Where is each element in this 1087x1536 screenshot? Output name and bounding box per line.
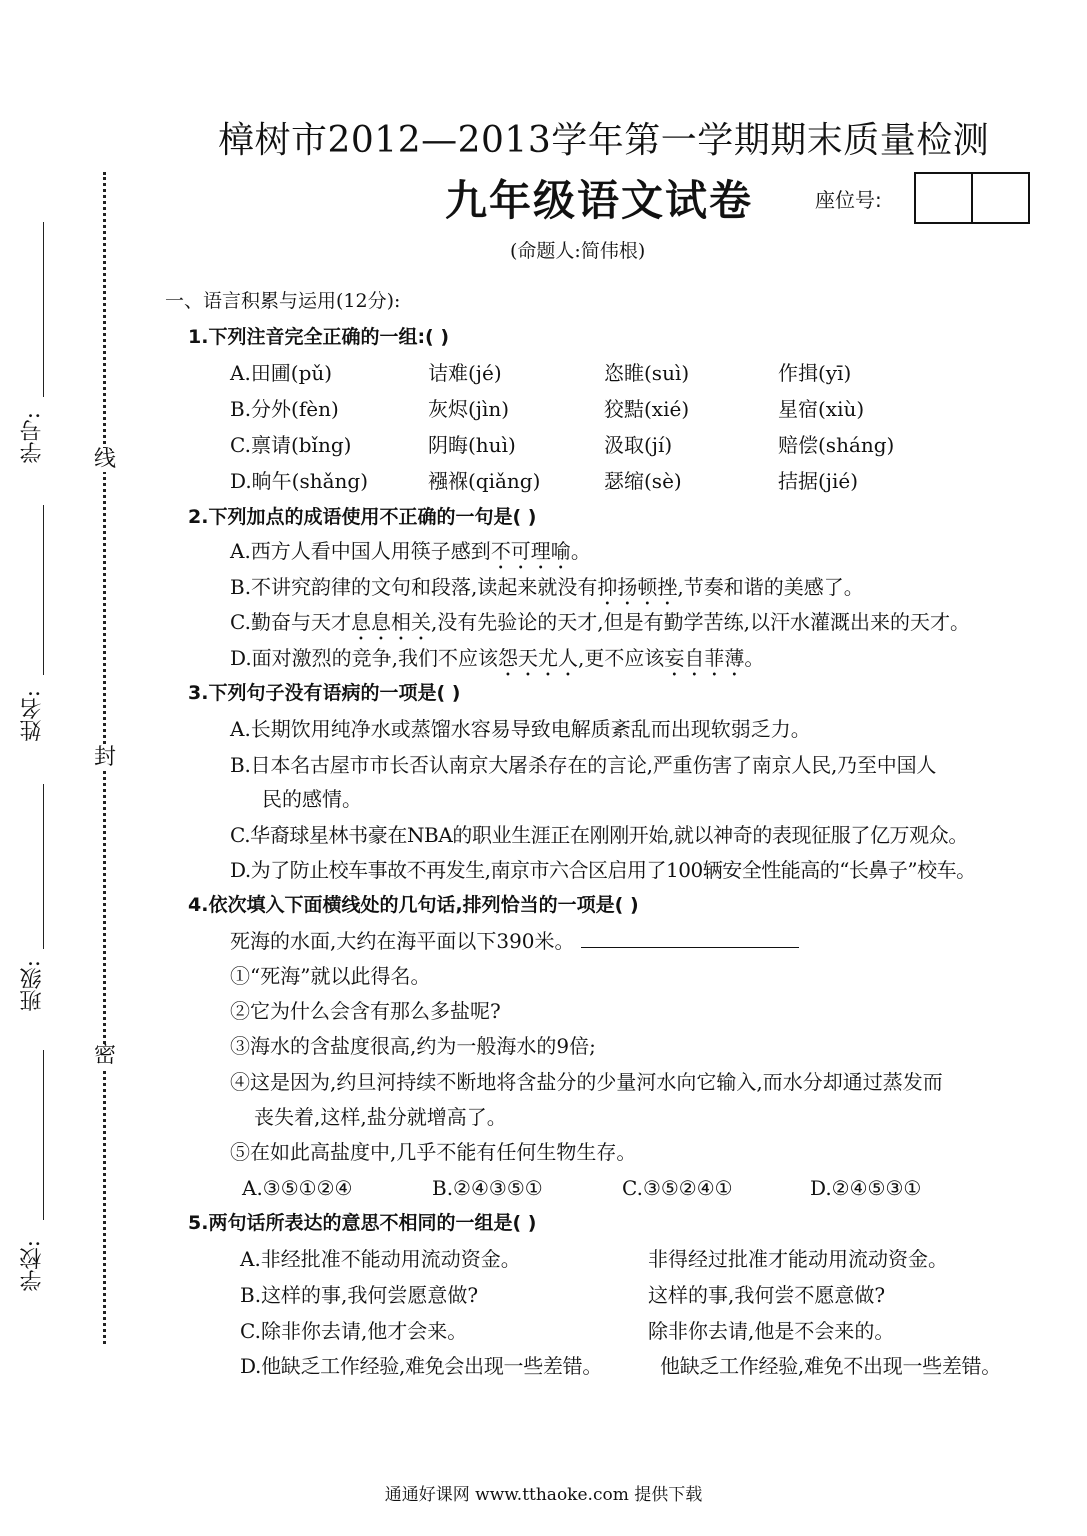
q3-stem: 3.下列句子没有语病的一项是( ) [188,682,461,704]
school-line [43,1050,44,1220]
student-id-label: 学号: [20,412,45,464]
q1-option: C.禀请(bǐng) [230,433,352,457]
q1-option: A.田圃(pǔ) [230,361,333,385]
seat-number-box [914,172,1030,224]
q5-option-right: 这样的事,我何尝不愿意做? [648,1283,886,1307]
footer-source: 通通好课网 www.tthaoke.com 提供下载 [384,1485,703,1505]
q1-option: B.分外(fèn) [230,397,339,421]
name-label: 姓名: [20,690,45,742]
answer-blank [581,947,799,948]
q1-option: 星宿(xiù) [778,397,865,421]
q2-stem: 2.下列加点的成语使用不正确的一句是( ) [188,506,537,528]
binding-mark-mi: 密 [93,1043,116,1068]
seat-number-label: 座位号: [815,188,882,212]
q5-option-left: D.他缺乏工作经验,难免会出现一些差错。 [240,1354,603,1378]
q5-option-right: 他缺乏工作经验,难免不出现一些差错。 [660,1354,1001,1378]
emphasized-idiom: 息息相关 [350,610,431,634]
seat-cell [916,174,971,222]
q4-sentence: ②它为什么会含有那么多盐呢? [230,999,501,1023]
q1-option: 灰烬(jìn) [428,397,510,421]
q2-option-b: B.不讲究韵律的文句和段落,读起来就没有抑扬顿挫,节奏和谐的美感了。 [230,575,864,599]
q1-option: 赔偿(sháng) [778,433,895,457]
q1-option: 诘难(jé) [428,361,502,385]
exam-title: 樟树市2012—2013学年第一学期期末质量检测 [218,120,990,161]
emphasized-idiom: 不可理喻 [490,539,571,563]
q3-option-b: B.日本名古屋市市长否认南京大屠杀存在的言论,严重伤害了南京人民,乃至中国人 [230,753,937,777]
q4-stem: 4.依次填入下面横线处的几句话,排列恰当的一项是( ) [188,894,639,916]
q5-option-left: B.这样的事,我何尝愿意做? [240,1283,479,1307]
class-line [43,784,44,949]
q4-sentence: ①“死海”就以此得名。 [230,964,431,988]
q4-option-b: B.②④③⑤① [432,1176,543,1200]
emphasized-idiom: 抑扬顿挫 [597,575,678,599]
q1-option: 作揖(yī) [778,361,852,385]
q5-stem: 5.两句话所表达的意思不相同的一组是( ) [188,1212,537,1234]
author-line: (命题人:简伟根) [510,240,646,262]
section-title: 一、语言积累与运用(12分): [165,290,401,312]
q4-sentence: ③海水的含盐度很高,约为一般海水的9倍; [230,1034,596,1058]
student-id-line [43,222,44,397]
q2-option-d: D.面对激烈的竞争,我们不应该怨天尤人,更不应该妄自菲薄。 [230,646,765,670]
name-line [43,505,44,675]
q4-option-a: A.③⑤①②④ [242,1176,353,1200]
q1-option: 襁褓(qiǎng) [428,469,541,493]
q5-option-left: A.非经批准不能动用流动资金。 [240,1247,521,1271]
q1-stem: 1.下列注音完全正确的一组:( ) [188,326,450,348]
emphasized-idiom: 怨天尤人 [498,646,579,670]
seat-cell [971,174,1028,222]
binding-mark-feng: 封 [93,745,116,770]
q5-option-left: C.除非你去请,他才会来。 [240,1319,468,1343]
q1-option: 恣睢(suì) [604,361,690,385]
q4-sentence: ④这是因为,约旦河持续不断地将含盐分的少量河水向它输入,而水分却通过蒸发而 [230,1070,943,1094]
q2-option-c: C.勤奋与天才息息相关,没有先验论的天才,但是有勤学苦练,以汗水灌溉出来的天才。 [230,610,971,634]
q1-option: D.晌午(shǎng) [230,469,369,493]
q4-option-c: C.③⑤②④① [622,1176,733,1200]
q5-option-right: 非得经过批准才能动用流动资金。 [648,1247,948,1271]
q4-lead: 死海的水面,大约在海平面以下390米。 [230,928,799,954]
q3-option-b-cont: 民的感情。 [262,787,362,811]
q4-option-d: D.②④⑤③① [810,1176,922,1200]
class-label: 班级: [20,960,45,1012]
school-label: 学校: [20,1240,45,1292]
q1-option: 阴晦(huì) [428,433,516,457]
binding-margin [0,0,130,1536]
q1-option: 狡黠(xié) [604,397,690,421]
binding-mark-xian: 线 [93,447,116,472]
paper-title: 九年级语文试卷 [445,176,754,225]
emphasized-idiom: 妄自菲薄 [664,646,745,670]
q3-option-d: D.为了防止校车事故不再发生,南京市六合区启用了100辆安全性能高的“长鼻子”校车。 [230,858,976,882]
q4-sentence: ⑤在如此高盐度中,几乎不能有任何生物生存。 [230,1140,637,1164]
q1-option: 汲取(jí) [604,433,673,457]
q2-option-a: A.西方人看中国人用筷子感到不可理喻。 [230,539,591,563]
q1-option: 瑟缩(sè) [604,469,682,493]
q4-sentence-cont: 丧失着,这样,盐分就增高了。 [254,1105,507,1129]
q1-option: 拮据(jié) [778,469,859,493]
q3-option-c: C.华裔球星林书豪在NBA的职业生涯正在刚刚开始,就以神奇的表现征服了亿万观众。 [230,823,968,847]
q5-option-right: 除非你去请,他是不会来的。 [648,1319,895,1343]
q3-option-a: A.长期饮用纯净水或蒸馏水容易导致电解质紊乱而出现软弱乏力。 [230,717,811,741]
